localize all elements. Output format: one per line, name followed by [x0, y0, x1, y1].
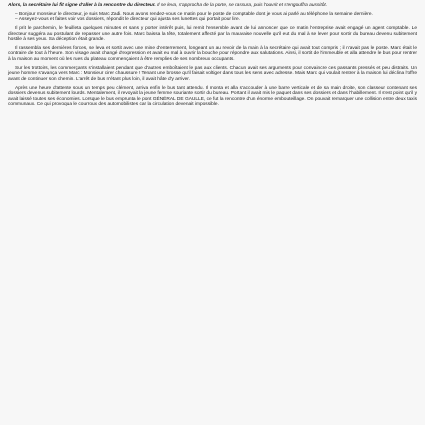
body-paragraph: Après une heure d'attente sous un temps peu clément, arriva enfin le bus tant attendu. Il monta et alla s'accouder à une barre verticale et de sa main droite, son classeur contenant ses dossiers devenus subitement lourds. Mentalement, il revoyait la jeune femme souriante sortir du bureau. Portant il avait mis le paquet dans ses dossiers et dans l'habillement. Il s'est point qu'il y avait laissé toutes ses économies. Lorsque le bus emprunta le pont GÉNÉRAL DE GAULLE, ce fut la rencontre d'un énorme embouteillage. On pouvait remarquer une collision entre deux taxis communaux. Ce qui provoqua le courroux des automobilistes car la circulation devenait impossible.: [8, 85, 417, 108]
body-paragraph: Il rassembla ses dernières forces, se leva et sortit avec une mine d'enterrement, longeant un au revoir de la main à la secrétaire qui avait tout compris ; il n'avait pas le poste. Marc était le contraire de tout à l'heure. Son visage avait changé d'expression et avait eu mal à ouvrir la bouche pour répondre aux salutations. Ainsi, il sortit de l'immeuble et alla attendre le bus pour rentrer à la maison au moment où les rues du plateau commençaient à être remplies de ses nombreux occupants.: [8, 45, 417, 62]
body-paragraph: Il prit le parchemin, le feuilleta quelques minutes et sans y porter intérêt puis, lui remit l'ensemble avant de lui annoncer que ce matin l'entreprise avait engagé un agent comptable. Le directeur suggéra au postulant de repasser une autre fois. Marc baissa la tête, totalement affecté par la mauvaise nouvelle qu'il eut du mal à se lever pour sortir du bureau devenu subitement hostile à ses yeux. Sa déception était grande.: [8, 26, 417, 43]
lead-paragraph: [8, 3, 417, 9]
dialogue-line: – Asseyez-vous et faites voir vos dossiers, répondit le directeur qui ajusta ses lunettes qui portait pour lire.: [15, 17, 241, 23]
body-paragraph: Sur les trottoirs, les commerçants s'installaient pendant que d'autres emboîtaient le pas aux clients. Chacun avait ses arguments pour convaincre ces passants pressés et peu distraits. Un jeune homme s'avança vers Marc : Monsieur cirer chaussure ! Tenant une brosse qu'il faisait voltiger dans tous les sens avec adresse. Mais Marc qui voulait rentrer à la maison lui déclina l'offre avant de continuer son chemin. L'arrêt de bus n'étant plus loin, il avait hâte d'y arriver.: [8, 65, 417, 82]
lead-bold-text: Alors, la secrétaire lui fit signe d'aller à la rencontre du directeur.: [8, 3, 156, 8]
dialogue-line: – Bonjour monsieur le directeur, je suis Marc Zadi. Nous avons rendez-vous ce matin pour le poste de comptable dont je vous ai parlé au téléphone la semaine dernière.: [15, 11, 373, 17]
lead-text: Il se leva, s'approcha de la porte, se rassura, puis l'ouvrit et s'engouffra aussitôt.: [155, 3, 328, 8]
dialogue-block: [8, 12, 417, 23]
